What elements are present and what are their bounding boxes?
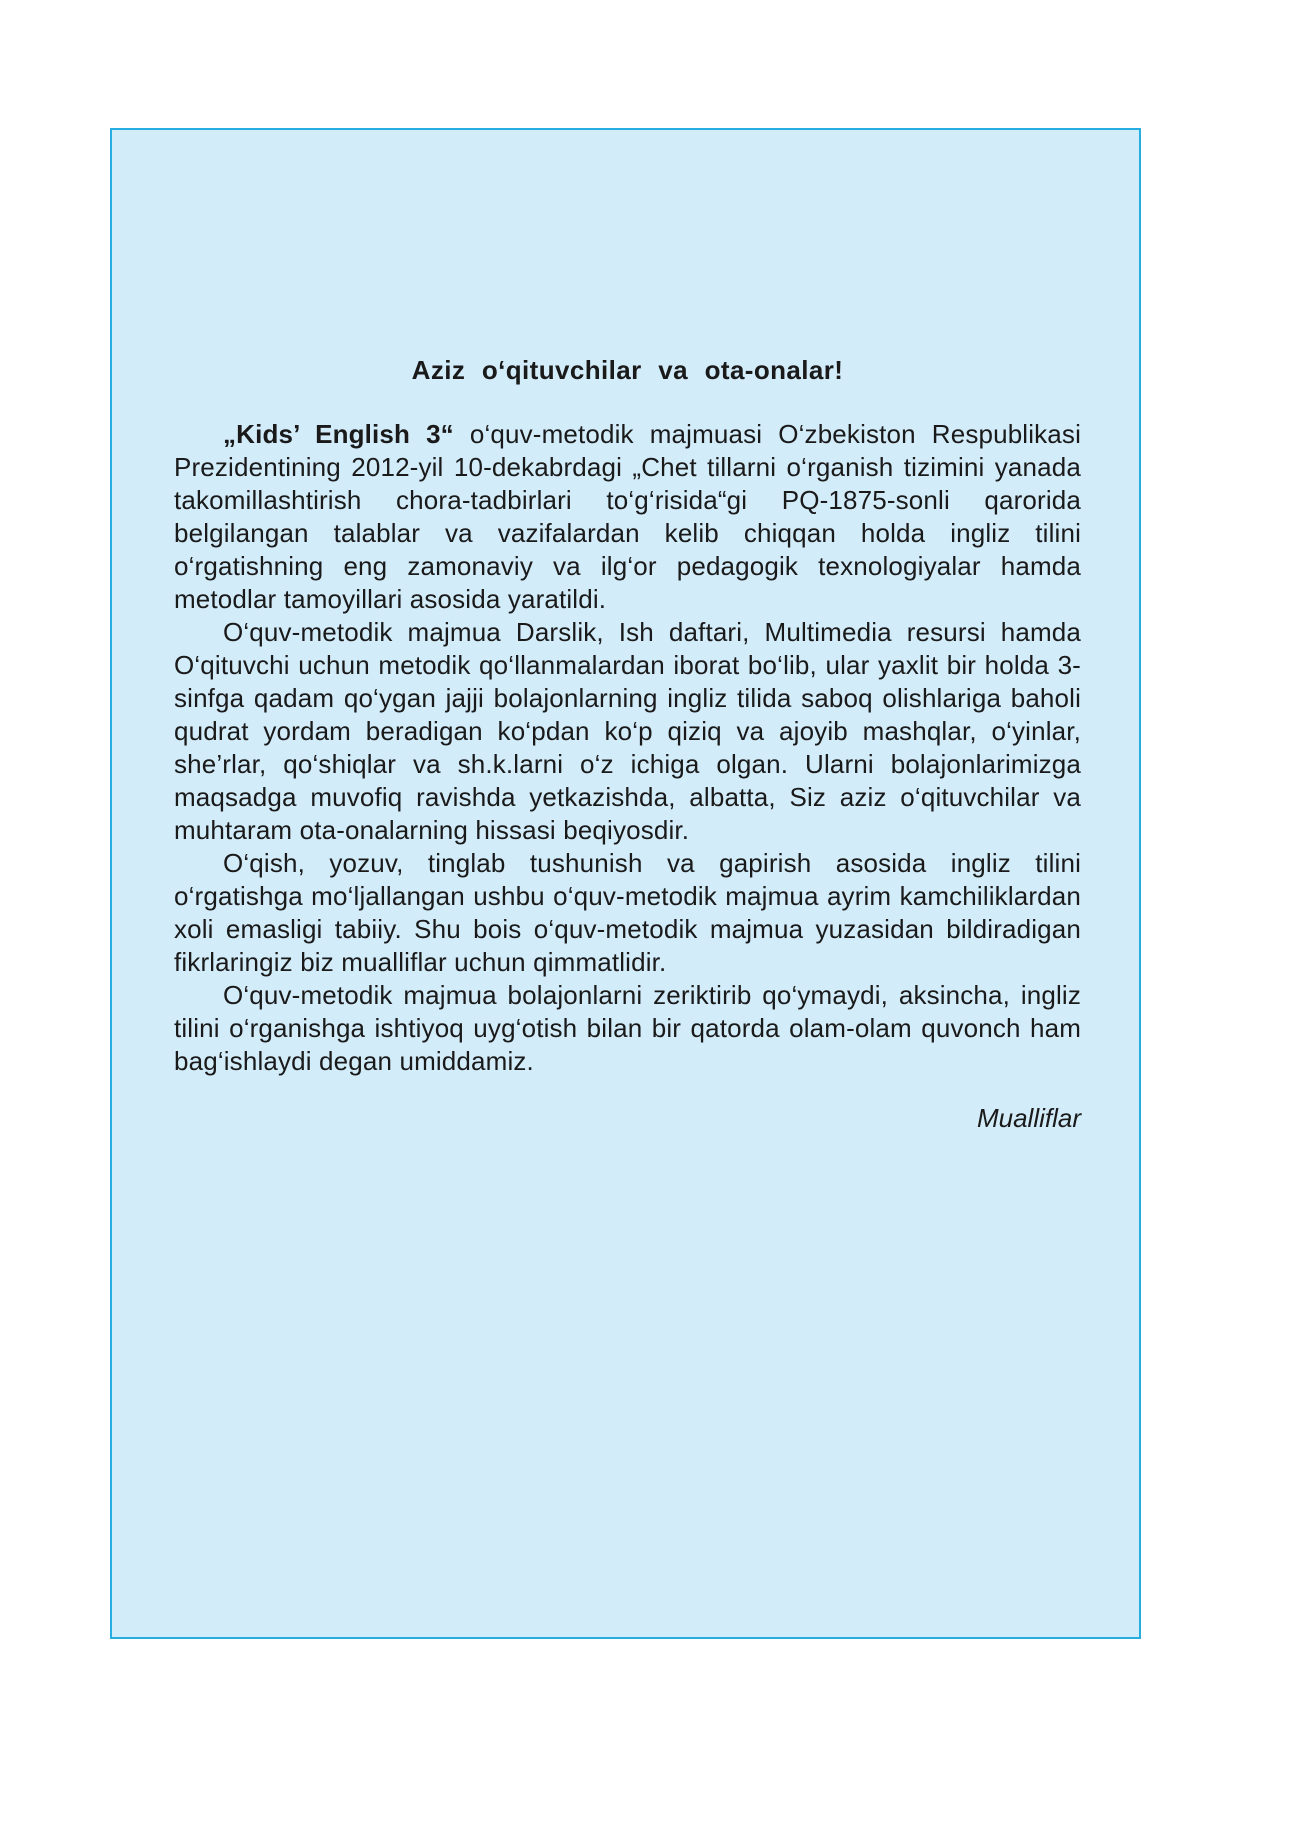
signature: Mualliflar [976, 1103, 1081, 1133]
paragraph-intro [174, 418, 1081, 616]
paragraph-4: O‘quv-metodik majmua bolajonlarni zeriktirib qo‘ymaydi, aksincha, ingliz tilini o‘rganishga ishtiyoq uyg‘otish bilan bir qatorda olam-olam quvonch ham bag‘ishlaydi degan umiddamiz. [174, 980, 1081, 1076]
paragraph-3: O‘qish, yozuv, tinglab tushunish va gapirish asosida ingliz tilini o‘rgatishga mo‘ljallangan ushbu o‘quv-metodik majmua ayrim kamchiliklardan xoli emasligi tabiiy. Shu bois o‘quv-metodik majmua yuzasidan bildiradigan fikrlaringiz biz mualliflar uchun qimmatlidir. [174, 848, 1081, 977]
panel-content [174, 354, 1081, 1135]
book-name: „Kids’ English 3“ [223, 419, 454, 449]
text-panel [110, 128, 1141, 1639]
paragraph-2: O‘quv-metodik majmua Darslik, Ish daftari, Multimedia resursi hamda O‘qituvchi uchun metodik qo‘llanmalardan iborat bo‘lib, ular yaxlit bir holda 3-sinfga qadam qo‘ygan jajji bolajonlarning ingliz tilida saboq olishlariga baholi qudrat yordam beradigan ko‘pdan ko‘p qiziq va ajoyib mashqlar, o‘yinlar, she’rlar, qo‘shiqlar va sh.k.larni o‘z ichiga olgan. Ularni bolajonlarimizga maqsadga muvofiq ravishda yetkazishda, albatta, Siz aziz o‘qituvchilar va muhtaram ota-onalarning hissasi beqiyosdir. [174, 617, 1081, 845]
page-title: Aziz o‘qituvchilar va ota-onalar! [411, 355, 844, 385]
paragraph-intro-text: o‘quv-metodik majmuasi O‘zbekiston Respublikasi Prezidentining 2012-yil 10-dekabrdagi „Chet tillarni o‘rganish tizimini yanada takomillashtirish chora-tadbirlari to‘g‘risida“gi PQ-1875-sonli qarorida belgilangan talablar va vazifalardan kelib chiqqan holda ingliz tilini o‘rgatishning eng zamonaviy va ilg‘or pedagogik texnologiyalar hamda metodlar tamoyillari asosida yaratildi. [174, 419, 1081, 614]
